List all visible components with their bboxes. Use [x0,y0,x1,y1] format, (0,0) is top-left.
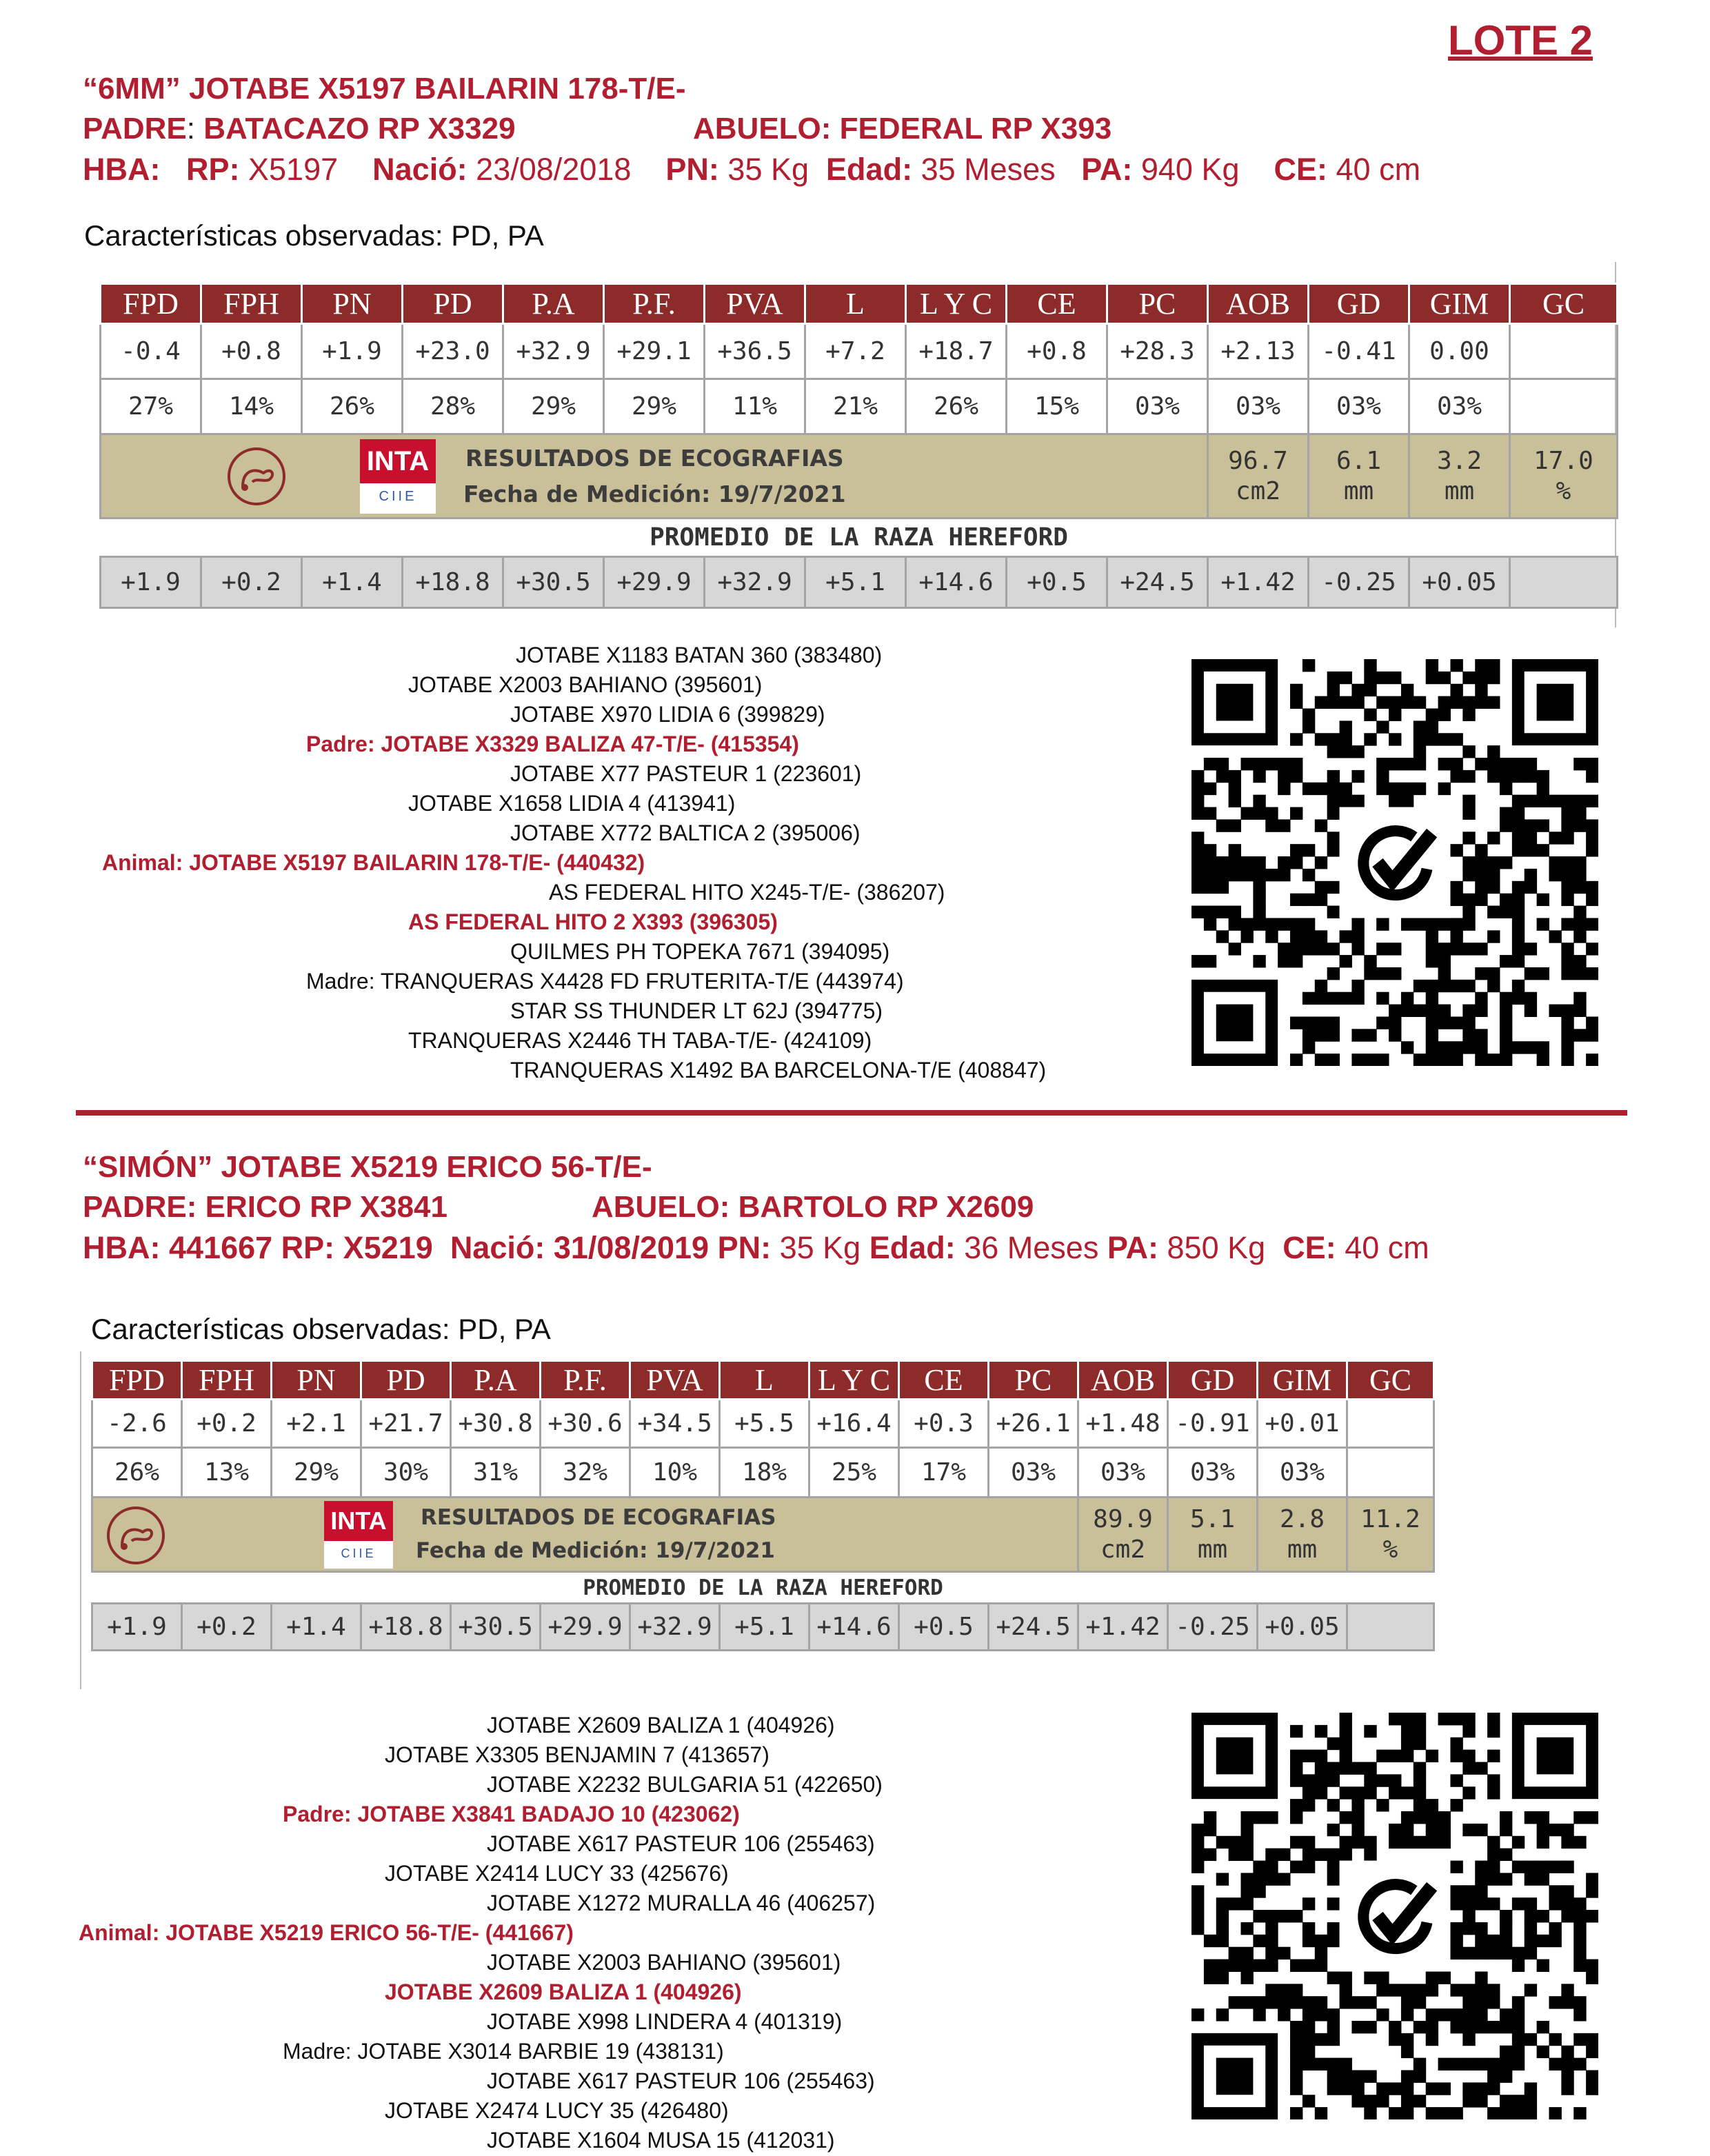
dep-cell: 0.00 [1409,324,1510,379]
eco-value-gd: 6.1 mm [1309,434,1409,518]
dep-cell: +5.5 [720,1400,809,1448]
avg-cell: +5.1 [805,557,906,608]
divider [80,1351,81,1689]
precision-cell: 32% [541,1448,630,1498]
header-cell: P.F. [604,284,705,324]
lote-label: LOTE 2 [1447,17,1593,63]
header-cell: CE [1007,284,1107,324]
avg-cell: +32.9 [705,557,805,608]
avg-cell: +29.9 [541,1604,630,1651]
precision-cell: 03% [1078,1448,1168,1498]
dep-cell: +30.6 [541,1400,630,1448]
dep-cell: +18.7 [906,324,1007,379]
avg-cell: +0.2 [182,1604,272,1651]
eco-value-gim: 3.2 mm [1409,434,1510,518]
dep-row [101,324,1618,379]
header-cell: PN [272,1361,361,1400]
avg-row [92,1604,1434,1651]
avg-cell: +24.5 [989,1604,1078,1651]
avg-title: PROMEDIO DE LA RAZA HEREFORD [650,523,1068,552]
header-cell: P.A [503,284,604,324]
header-cell: L [805,284,906,324]
dep-cell: +0.3 [899,1400,989,1448]
header-cell: PC [989,1361,1078,1400]
eco-value-gc: 11.2 % [1347,1498,1434,1572]
precision-cell: 10% [630,1448,720,1498]
header-cell: PD [361,1361,451,1400]
header-cell: GC [1347,1361,1434,1400]
precision-cell: 26% [906,379,1007,434]
precision-cell: 11% [705,379,805,434]
ultrasound-icon [222,442,291,511]
inta-logo-sub: CIIE [341,1546,376,1560]
dep-cell: +29.1 [604,324,705,379]
pedigree-line: JOTABE X2003 BAHIANO (395601) [408,672,763,697]
avg-cell: +30.5 [503,557,604,608]
precision-cell: 26% [92,1448,182,1498]
avg-cell: +30.5 [451,1604,541,1651]
pedigree-line: JOTABE X2609 BALIZA 1 (404926) [487,1713,835,1737]
precision-cell: 03% [1168,1448,1258,1498]
dep-cell: +21.7 [361,1400,451,1448]
precision-cell: 26% [302,379,403,434]
pedigree-line: JOTABE X617 PASTEUR 106 (255463) [487,1831,875,1856]
precision-cell: 29% [604,379,705,434]
edad-label: Edad: [869,1230,956,1265]
pedigree-animal: Animal: JOTABE X5219 ERICO 56-T/E- (441667) [79,1920,574,1945]
epd-table [91,1360,1435,1651]
pn-value: 35 Kg [771,1230,861,1265]
header-cell: GIM [1409,284,1510,324]
eco-info-cell [92,1498,1078,1572]
rp-value: X5219 [334,1230,433,1265]
precision-cell: 17% [899,1448,989,1498]
rp-value: X5197 [239,152,339,187]
avg-cell: +0.5 [1007,557,1107,608]
precision-cell: 03% [1309,379,1409,434]
avg-cell: +1.4 [272,1604,361,1651]
avg-cell: +18.8 [361,1604,451,1651]
pedigree-line: JOTABE X617 PASTEUR 106 (255463) [487,2068,875,2093]
dep-cell: +2.1 [272,1400,361,1448]
avg-cell [1347,1604,1434,1651]
dep-cell: +28.3 [1107,324,1208,379]
precision-cell: 13% [182,1448,272,1498]
avg-cell: +18.8 [403,557,503,608]
padre-value: ERICO RP X3841 [197,1190,448,1224]
header-cell: CE [899,1361,989,1400]
pedigree-line-highlight: JOTABE X2609 BALIZA 1 (404926) [385,1979,742,2004]
dep-cell: +34.5 [630,1400,720,1448]
dep-cell: +0.2 [182,1400,272,1448]
avg-cell: -0.25 [1168,1604,1258,1651]
dep-cell [1510,324,1618,379]
rp-label: RP: [281,1230,335,1265]
avg-row [101,557,1618,608]
abuelo-line: ABUELO: BARTOLO RP X2609 [592,1190,1034,1224]
avg-cell: +14.6 [906,557,1007,608]
header-cell: FPD [92,1361,182,1400]
check-logo-icon [1340,1861,1451,1972]
dep-cell: +7.2 [805,324,906,379]
dep-cell [1347,1400,1434,1448]
precision-cell [1510,379,1618,434]
avg-cell: +1.9 [101,557,201,608]
nacio-value: 23/08/2018 [467,152,632,187]
pedigree-line: STAR SS THUNDER LT 62J (394775) [510,998,883,1023]
eco-date: Fecha de Medición: 19/7/2021 [463,480,846,507]
precision-cell [1347,1448,1434,1498]
precision-cell: 28% [403,379,503,434]
pedigree-line: JOTABE X77 PASTEUR 1 (223601) [510,761,862,786]
header-cell: L Y C [809,1361,899,1400]
edad-value: 36 Meses [955,1230,1099,1265]
header-cell: PD [403,284,503,324]
pedigree-dam: Madre: JOTABE X3014 BARBIE 19 (438131) [283,2039,724,2064]
header-cell: AOB [1078,1361,1168,1400]
ce-label: CE: [1282,1230,1336,1265]
avg-cell: +0.5 [899,1604,989,1651]
dep-cell: +30.8 [451,1400,541,1448]
eco-info-cell [101,434,1208,518]
inta-logo-sub: CIIE [379,488,417,504]
eco-value-gd: 5.1 mm [1168,1498,1258,1572]
dep-cell: +0.8 [1007,324,1107,379]
header-cell: FPD [101,284,201,324]
observed-traits: Características observadas: PD, PA [91,1313,551,1345]
pedigree-line: TRANQUERAS X1492 BA BARCELONA-T/E (408847) [510,1058,1047,1082]
pedigree-dam: Madre: TRANQUERAS X4428 FD FRUTERITA-T/E (443974) [306,969,904,994]
epd-table-grid [91,1360,1435,1651]
dep-cell: -2.6 [92,1400,182,1448]
avg-cell: +14.6 [809,1604,899,1651]
precision-cell: 21% [805,379,906,434]
header-cell: P.F. [541,1361,630,1400]
precision-cell: 03% [989,1448,1078,1498]
avg-title-row [92,1572,1434,1604]
dep-cell: -0.41 [1309,324,1409,379]
stats-line [83,1230,1429,1266]
ce-label: CE: [1274,152,1328,187]
dep-cell: +36.5 [705,324,805,379]
eco-row [92,1498,1434,1572]
header-row [92,1361,1434,1400]
avg-cell: -0.25 [1309,557,1409,608]
header-cell: GC [1510,284,1618,324]
precision-cell: 25% [809,1448,899,1498]
eco-value-aob: 89.9 cm2 [1078,1498,1168,1572]
ultrasound-icon [101,1501,170,1570]
nacio-value: 31/08/2019 [545,1230,710,1265]
avg-cell: +1.42 [1078,1604,1168,1651]
dep-cell: +1.48 [1078,1400,1168,1448]
animal-title: “SIMÓN” JOTABE X5219 ERICO 56-T/E- [83,1150,652,1184]
avg-cell: +0.05 [1258,1604,1347,1651]
pedigree-line: JOTABE X1604 MUSA 15 (412031) [487,2128,835,2153]
avg-cell: +5.1 [720,1604,809,1651]
pedigree-line: JOTABE X2414 LUCY 33 (425676) [385,1861,729,1886]
precision-cell: 03% [1409,379,1510,434]
avg-cell [1510,557,1618,608]
animal-title: “6MM” JOTABE X5197 BAILARIN 178-T/E- [83,72,686,105]
epd-table-grid [99,283,1618,609]
avg-cell: +1.42 [1208,557,1309,608]
pn-label: PN: [665,152,719,187]
precision-cell: 31% [451,1448,541,1498]
eco-title: RESULTADOS DE ECOGRAFIAS [421,1504,776,1530]
pa-label: PA: [1081,152,1133,187]
header-cell: FPH [182,1361,272,1400]
pn-value: 35 Kg [718,152,809,187]
epd-table [99,283,1618,609]
pn-label: PN: [717,1230,772,1265]
pedigree-line: TRANQUERAS X2446 TH TABA-T/E- (424109) [408,1028,872,1053]
padre-value: BATACAZO RP X3329 [195,112,516,145]
pedigree-line: QUILMES PH TOPEKA 7671 (394095) [510,939,890,964]
precision-cell: 15% [1007,379,1107,434]
dep-cell: +2.13 [1208,324,1309,379]
precision-cell: 03% [1258,1448,1347,1498]
dep-row [92,1400,1434,1448]
avg-cell: +0.05 [1409,557,1510,608]
padre-label: PADRE: [83,1190,197,1224]
header-cell: GIM [1258,1361,1347,1400]
padre-line [83,1190,447,1225]
observed-traits: Características observadas: PD, PA [84,219,544,252]
pedigree-line: JOTABE X1272 MURALLA 46 (406257) [487,1891,876,1915]
check-logo-icon [1340,807,1451,918]
header-cell: L Y C [906,284,1007,324]
header-cell: PVA [705,284,805,324]
stats-line [83,152,1420,188]
dep-cell: -0.91 [1168,1400,1258,1448]
precision-cell: 03% [1208,379,1309,434]
eco-value-gc: 17.0 % [1510,434,1618,518]
avg-cell: +1.4 [302,557,403,608]
precision-row [92,1448,1434,1498]
header-cell: PN [302,284,403,324]
hba-label: HBA: [83,152,161,187]
header-cell: L [720,1361,809,1400]
hba-value: 441667 [160,1230,273,1265]
header-cell: PC [1107,284,1208,324]
eco-title: RESULTADOS DE ECOGRAFIAS [465,444,844,472]
pedigree-animal: Animal: JOTABE X5197 BAILARIN 178-T/E- (440432) [102,850,645,875]
precision-cell: 30% [361,1448,451,1498]
header-row [101,284,1618,324]
pedigree-line: JOTABE X2474 LUCY 35 (426480) [385,2098,729,2123]
pa-value: 940 Kg [1132,152,1240,187]
pedigree-sire: Padre: JOTABE X3329 BALIZA 47-T/E- (415354) [306,732,799,756]
header-cell: GD [1309,284,1409,324]
precision-cell: 18% [720,1448,809,1498]
eco-value-aob: 96.7 cm2 [1208,434,1309,518]
avg-cell: +29.9 [604,557,705,608]
avg-title: PROMEDIO DE LA RAZA HEREFORD [583,1575,943,1600]
avg-title-row [101,518,1618,557]
pa-value: 850 Kg [1158,1230,1266,1265]
pedigree-sire: Padre: JOTABE X3841 BADAJO 10 (423062) [283,1802,740,1826]
nacio-label: Nació: [450,1230,545,1265]
eco-value-gim: 2.8 mm [1258,1498,1347,1572]
pedigree-line: JOTABE X3305 BENJAMIN 7 (413657) [385,1742,770,1767]
pedigree-line: JOTABE X2003 BAHIANO (395601) [487,1950,841,1975]
section-divider [76,1110,1627,1116]
padre-line [83,112,516,146]
inta-logo-text: INTA [324,1501,393,1541]
header-cell: FPH [201,284,302,324]
pedigree-line: JOTABE X970 LIDIA 6 (399829) [510,702,825,727]
pedigree-line: JOTABE X998 LINDERA 4 (401319) [487,2009,843,2034]
dep-cell: +16.4 [809,1400,899,1448]
inta-logo [324,1501,393,1569]
ce-value: 40 cm [1327,152,1421,187]
precision-cell: 27% [101,379,201,434]
precision-cell: 29% [272,1448,361,1498]
pedigree-line: JOTABE X772 BALTICA 2 (395006) [510,820,861,845]
pedigree-line: AS FEDERAL HITO X245-T/E- (386207) [549,880,945,905]
qr-code-icon [1191,1713,1598,2119]
pedigree-line: JOTABE X2232 BULGARIA 51 (422650) [487,1772,883,1797]
avg-cell: +0.2 [201,557,302,608]
padre-label: PADRE [83,112,187,145]
dep-cell: -0.4 [101,324,201,379]
avg-cell: +1.9 [92,1604,182,1651]
precision-row [101,379,1618,434]
eco-row [101,434,1618,518]
hba-label: HBA: [83,1230,161,1265]
edad-value: 35 Meses [912,152,1056,187]
dep-cell: +26.1 [989,1400,1078,1448]
ce-value: 40 cm [1336,1230,1429,1265]
inta-logo-text: INTA [360,439,436,483]
avg-cell: +24.5 [1107,557,1208,608]
pedigree-line: JOTABE X1183 BATAN 360 (383480) [516,643,883,667]
padre-sep: : [186,112,195,145]
rp-label: RP: [186,152,240,187]
dep-cell: +32.9 [503,324,604,379]
pedigree-line: JOTABE X1658 LIDIA 4 (413941) [408,791,736,816]
dep-cell: +0.01 [1258,1400,1347,1448]
dep-cell: +0.8 [201,324,302,379]
edad-label: Edad: [826,152,913,187]
header-cell: AOB [1208,284,1309,324]
inta-logo [360,439,436,514]
header-cell: GD [1168,1361,1258,1400]
qr-code-icon [1191,659,1598,1066]
dep-cell: +23.0 [403,324,503,379]
precision-cell: 14% [201,379,302,434]
abuelo-line: ABUELO: FEDERAL RP X393 [693,112,1112,145]
avg-cell: +32.9 [630,1604,720,1651]
header-cell: P.A [451,1361,541,1400]
precision-cell: 29% [503,379,604,434]
nacio-label: Nació: [372,152,467,187]
dep-cell: +1.9 [302,324,403,379]
pedigree-line-highlight: AS FEDERAL HITO 2 X393 (396305) [408,909,778,934]
eco-date: Fecha de Medición: 19/7/2021 [416,1538,775,1563]
pa-label: PA: [1107,1230,1159,1265]
precision-cell: 03% [1107,379,1208,434]
header-cell: PVA [630,1361,720,1400]
